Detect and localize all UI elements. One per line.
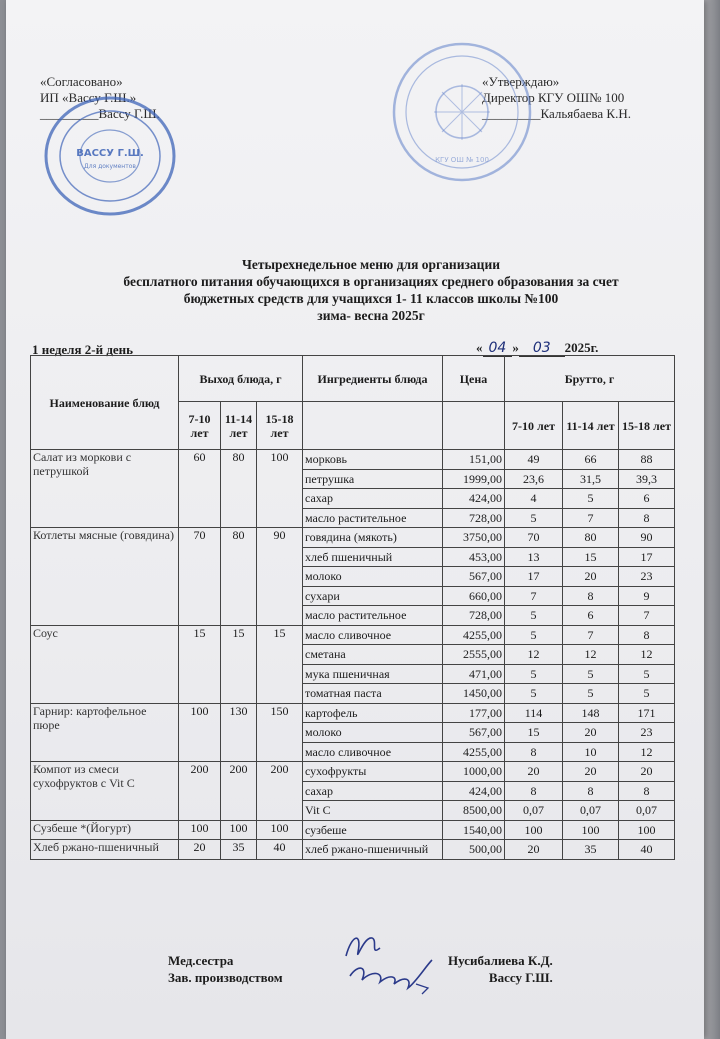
brutto-value: 23 — [619, 567, 675, 587]
table-row — [31, 528, 675, 548]
document-sheet — [6, 0, 704, 1039]
ingredient-name: молоко — [303, 567, 443, 587]
brutto-value: 80 — [563, 528, 619, 548]
header-age-15-18: 15-18 лет — [257, 402, 303, 450]
approval-right-line: _________Кальябаева К.Н. — [482, 106, 631, 121]
date-day: 04 — [483, 340, 513, 357]
brutto-value: 23 — [619, 723, 675, 743]
dish-name: Сузбеше *(Йогурт) — [31, 820, 179, 840]
brutto-value: 8 — [619, 508, 675, 528]
dish-output: 15 — [179, 625, 221, 703]
stamp-right-text: КГУ ОШ № 100 — [435, 156, 489, 164]
ingredient-name: молоко — [303, 723, 443, 743]
ingredient-name: сметана — [303, 645, 443, 665]
dish-output: 90 — [257, 528, 303, 626]
header-output: Выход блюда, г — [179, 356, 303, 402]
brutto-value: 23,6 — [505, 469, 563, 489]
menu-table — [30, 355, 675, 860]
signature-names — [448, 952, 553, 986]
dish-output: 150 — [257, 703, 303, 762]
ingredient-price: 424,00 — [443, 489, 505, 509]
ingredient-name: томатная паста — [303, 684, 443, 704]
dish-name: Хлеб ржано-пшеничный — [31, 840, 179, 860]
dish-output: 100 — [179, 820, 221, 840]
brutto-value: 0,07 — [619, 801, 675, 821]
header-age-11-14: 11-14 лет — [221, 402, 257, 450]
dish-output: 130 — [221, 703, 257, 762]
date-open-quote: « — [476, 340, 483, 355]
brutto-value: 8 — [619, 625, 675, 645]
signature-name: Вассу Г.Ш. — [488, 970, 553, 985]
ingredient-price: 4255,00 — [443, 742, 505, 762]
brutto-value: 49 — [505, 450, 563, 470]
stamp-left-icon — [42, 94, 178, 218]
brutto-value: 5 — [563, 489, 619, 509]
brutto-value: 7 — [563, 625, 619, 645]
brutto-value: 10 — [563, 742, 619, 762]
document-title — [46, 256, 696, 324]
signature-label: Мед.сестра — [168, 953, 234, 968]
dish-output: 100 — [221, 820, 257, 840]
brutto-value: 8 — [505, 742, 563, 762]
table-row — [31, 762, 675, 782]
brutto-value: 0,07 — [563, 801, 619, 821]
dish-output: 80 — [221, 528, 257, 626]
ingredient-price: 1000,00 — [443, 762, 505, 782]
brutto-value: 20 — [505, 840, 563, 860]
dish-output: 100 — [257, 450, 303, 528]
ingredient-name: сухари — [303, 586, 443, 606]
ingredient-name: сухофрукты — [303, 762, 443, 782]
brutto-value: 8 — [563, 781, 619, 801]
ingredient-price: 660,00 — [443, 586, 505, 606]
approval-left-line: «Согласовано» — [40, 74, 123, 89]
brutto-value: 5 — [505, 508, 563, 528]
dish-output: 40 — [257, 840, 303, 860]
ingredient-name: мука пшеничная — [303, 664, 443, 684]
brutto-value: 5 — [619, 684, 675, 704]
dish-output: 20 — [179, 840, 221, 860]
ingredient-price: 728,00 — [443, 606, 505, 626]
approval-right-line: Директор КГУ ОШ№ 100 — [482, 90, 625, 105]
handwritten-signature-icon — [332, 926, 442, 996]
brutto-value: 100 — [563, 820, 619, 840]
dish-output: 200 — [179, 762, 221, 821]
brutto-value: 66 — [563, 450, 619, 470]
brutto-value: 31,5 — [563, 469, 619, 489]
ingredient-price: 567,00 — [443, 567, 505, 587]
brutto-value: 17 — [505, 567, 563, 587]
table-row — [31, 625, 675, 645]
ingredient-price: 8500,00 — [443, 801, 505, 821]
header-age-7-10: 7-10 лет — [179, 402, 221, 450]
approval-left-line: _________Вассу Г.Ш. — [40, 106, 160, 121]
dish-name: Котлеты мясные (говядина) — [31, 528, 179, 626]
brutto-value: 6 — [563, 606, 619, 626]
dish-output: 15 — [221, 625, 257, 703]
ingredient-name: сахар — [303, 489, 443, 509]
ingredient-name: масло сливочное — [303, 625, 443, 645]
brutto-value: 5 — [505, 625, 563, 645]
stamp-left-subtext: Для документов — [84, 163, 136, 170]
brutto-value: 5 — [505, 684, 563, 704]
date-year: 2025г. — [564, 340, 599, 355]
brutto-value: 5 — [505, 606, 563, 626]
dish-output: 80 — [221, 450, 257, 528]
brutto-value: 12 — [563, 645, 619, 665]
ingredient-name: говядина (мякоть) — [303, 528, 443, 548]
brutto-value: 4 — [505, 489, 563, 509]
ingredient-price: 2555,00 — [443, 645, 505, 665]
brutto-value: 35 — [563, 840, 619, 860]
header-brutto: Брутто, г — [505, 356, 675, 402]
ingredient-price: 151,00 — [443, 450, 505, 470]
ingredient-price: 1999,00 — [443, 469, 505, 489]
ingredient-name: картофель — [303, 703, 443, 723]
title-line: бесплатного питания обучающихся в организациях среднего образования за счет — [123, 274, 619, 289]
dish-name: Гарнир: картофельное пюре — [31, 703, 179, 762]
brutto-value: 12 — [619, 645, 675, 665]
brutto-value: 88 — [619, 450, 675, 470]
brutto-value: 7 — [619, 606, 675, 626]
date-mid-quote: » — [512, 340, 519, 355]
dish-output: 60 — [179, 450, 221, 528]
dish-name: Компот из смеси сухофруктов с Vit C — [31, 762, 179, 821]
brutto-value: 100 — [505, 820, 563, 840]
brutto-value: 17 — [619, 547, 675, 567]
signature-label: Зав. производством — [168, 970, 283, 985]
table-row — [31, 450, 675, 470]
brutto-value: 171 — [619, 703, 675, 723]
ingredient-price: 728,00 — [443, 508, 505, 528]
brutto-value: 39,3 — [619, 469, 675, 489]
ingredient-price: 500,00 — [443, 840, 505, 860]
brutto-value: 20 — [563, 567, 619, 587]
header-empty — [303, 402, 443, 450]
header-dish: Наименование блюд — [31, 356, 179, 450]
table-row — [31, 703, 675, 723]
approval-right-line: «Утверждаю» — [482, 74, 560, 89]
brutto-value: 12 — [619, 742, 675, 762]
title-line: Четырехнедельное меню для организации — [241, 257, 501, 272]
brutto-value: 40 — [619, 840, 675, 860]
title-line: зима- весна 2025г — [317, 308, 425, 323]
header-brutto-7-10: 7-10 лет — [505, 402, 563, 450]
brutto-value: 8 — [505, 781, 563, 801]
dish-output: 15 — [257, 625, 303, 703]
brutto-value: 20 — [619, 762, 675, 782]
ingredient-price: 177,00 — [443, 703, 505, 723]
menu-date — [476, 340, 598, 356]
brutto-value: 15 — [505, 723, 563, 743]
brutto-value: 5 — [619, 664, 675, 684]
ingredient-price: 471,00 — [443, 664, 505, 684]
header-empty — [443, 402, 505, 450]
header-brutto-11-14: 11-14 лет — [563, 402, 619, 450]
brutto-value: 20 — [505, 762, 563, 782]
brutto-value: 5 — [505, 664, 563, 684]
brutto-value: 70 — [505, 528, 563, 548]
ingredient-price: 424,00 — [443, 781, 505, 801]
ingredient-name: петрушка — [303, 469, 443, 489]
brutto-value: 7 — [563, 508, 619, 528]
dish-name: Салат из моркови с петрушкой — [31, 450, 179, 528]
brutto-value: 7 — [505, 586, 563, 606]
brutto-value: 5 — [563, 664, 619, 684]
ingredient-name: Vit C — [303, 801, 443, 821]
header-ingredients: Ингредиенты блюда — [303, 356, 443, 402]
brutto-value: 114 — [505, 703, 563, 723]
date-month: 03 — [519, 340, 565, 357]
ingredient-name: масло растительное — [303, 508, 443, 528]
signature-name: Нусибалиева К.Д. — [448, 953, 553, 968]
page-edge-shadow — [704, 0, 720, 1039]
header-price: Цена — [443, 356, 505, 402]
brutto-value: 9 — [619, 586, 675, 606]
dish-output: 200 — [221, 762, 257, 821]
ingredient-price: 453,00 — [443, 547, 505, 567]
ingredient-name: хлеб пшеничный — [303, 547, 443, 567]
dish-output: 70 — [179, 528, 221, 626]
brutto-value: 8 — [619, 781, 675, 801]
dish-output: 100 — [257, 820, 303, 840]
dish-output: 200 — [257, 762, 303, 821]
ingredient-name: сузбеше — [303, 820, 443, 840]
dish-output: 100 — [179, 703, 221, 762]
brutto-value: 5 — [563, 684, 619, 704]
ingredient-price: 567,00 — [443, 723, 505, 743]
signature-labels — [168, 952, 283, 986]
stamp-right-icon — [390, 40, 534, 184]
ingredient-name: морковь — [303, 450, 443, 470]
brutto-value: 20 — [563, 723, 619, 743]
approval-left-line: ИП «Вассу Г.Ш.» — [40, 90, 137, 105]
brutto-value: 13 — [505, 547, 563, 567]
ingredient-name: хлеб ржано-пшеничный — [303, 840, 443, 860]
dish-name: Соус — [31, 625, 179, 703]
week-day-label: 1 неделя 2-й день — [32, 342, 134, 357]
brutto-value: 15 — [563, 547, 619, 567]
dish-output: 35 — [221, 840, 257, 860]
title-line: бюджетных средств для учащихся 1- 11 классов школы №100 — [183, 291, 559, 306]
ingredient-price: 1540,00 — [443, 820, 505, 840]
ingredient-name: сахар — [303, 781, 443, 801]
brutto-value: 20 — [563, 762, 619, 782]
header-brutto-15-18: 15-18 лет — [619, 402, 675, 450]
brutto-value: 90 — [619, 528, 675, 548]
menu-table-body — [31, 450, 675, 860]
table-row — [31, 820, 675, 840]
brutto-value: 6 — [619, 489, 675, 509]
brutto-value: 0,07 — [505, 801, 563, 821]
ingredient-name: масло сливочное — [303, 742, 443, 762]
ingredient-price: 3750,00 — [443, 528, 505, 548]
stamp-left-text: ВАССУ Г.Ш. — [76, 148, 144, 159]
brutto-value: 8 — [563, 586, 619, 606]
brutto-value: 148 — [563, 703, 619, 723]
brutto-value: 100 — [619, 820, 675, 840]
brutto-value: 12 — [505, 645, 563, 665]
ingredient-name: масло растительное — [303, 606, 443, 626]
table-row — [31, 840, 675, 860]
ingredient-price: 1450,00 — [443, 684, 505, 704]
ingredient-price: 4255,00 — [443, 625, 505, 645]
